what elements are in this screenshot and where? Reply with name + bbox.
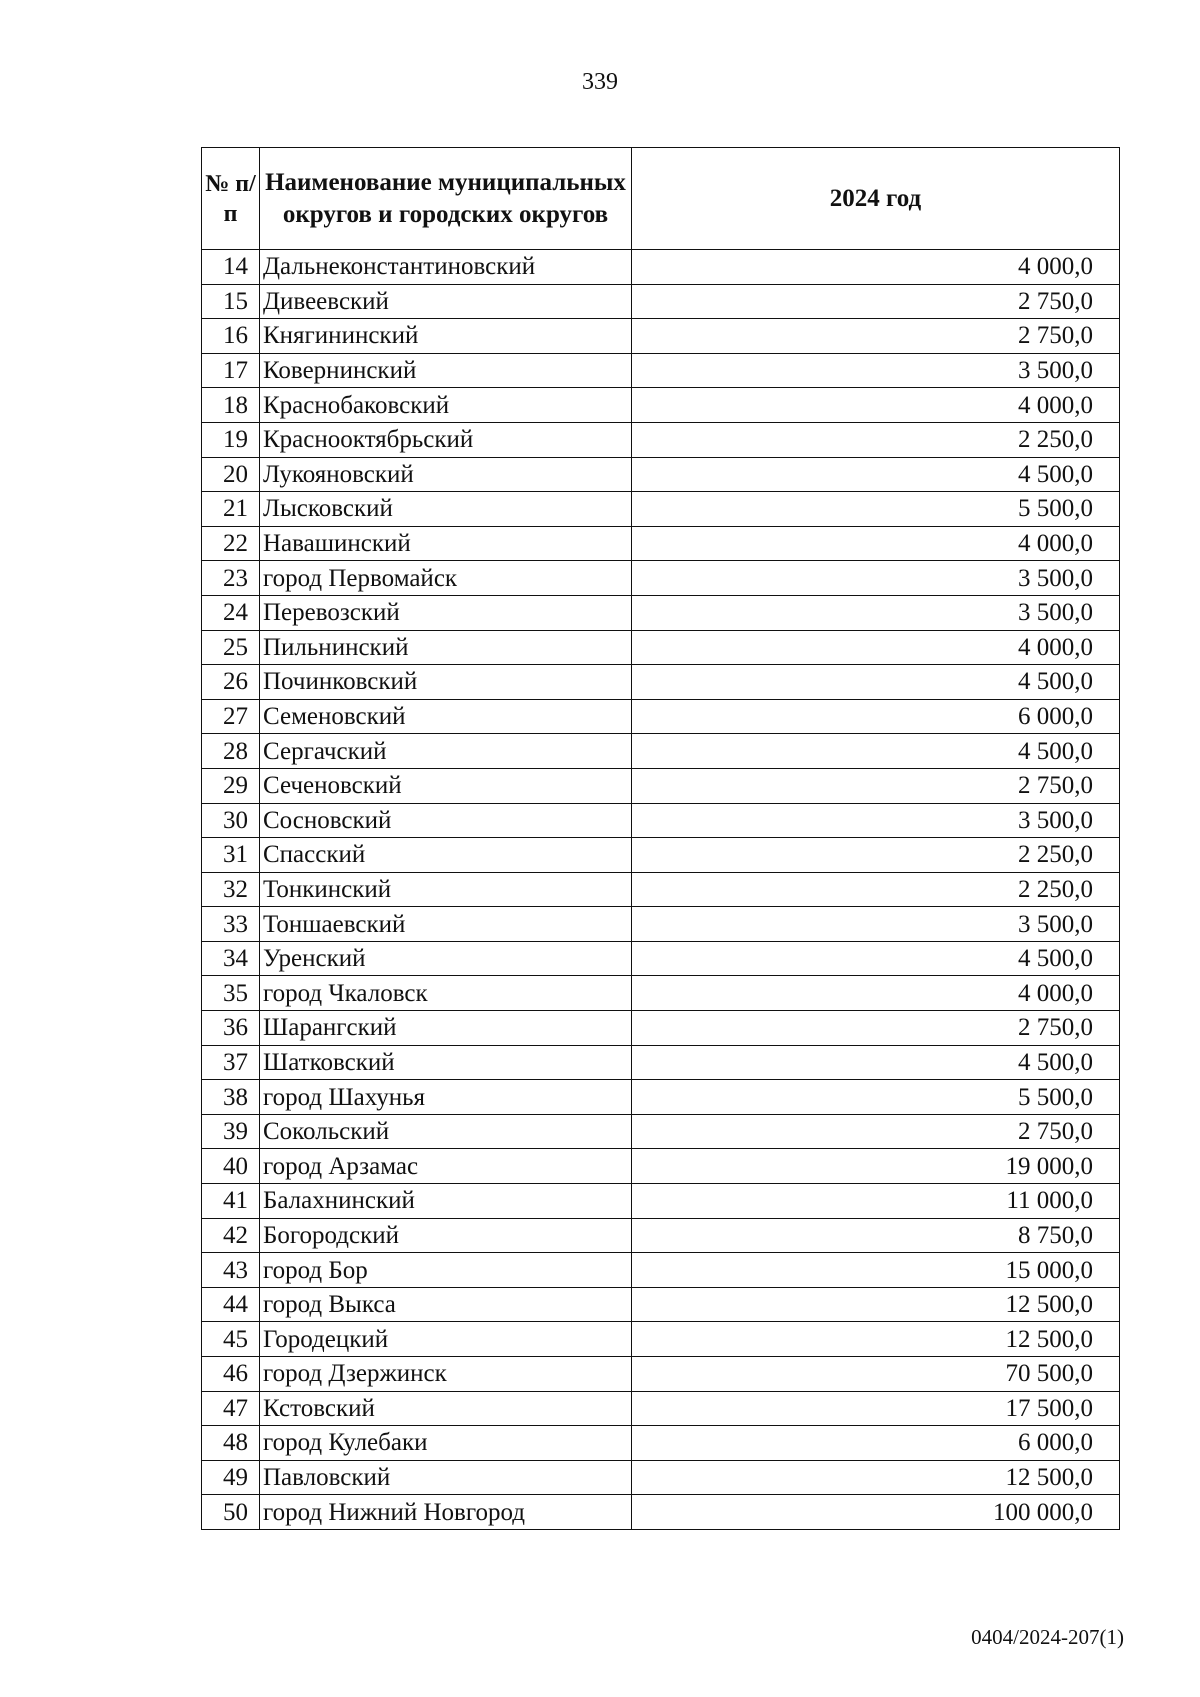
- amount-2024: 5 500,0: [632, 1080, 1120, 1115]
- amount-2024: 4 500,0: [632, 734, 1120, 769]
- row-number: 43: [202, 1253, 260, 1288]
- table-row: [202, 319, 1120, 354]
- row-number: 29: [202, 768, 260, 803]
- amount-2024: 12 500,0: [632, 1287, 1120, 1322]
- row-number: 28: [202, 734, 260, 769]
- row-number: 36: [202, 1011, 260, 1046]
- amount-2024: 4 000,0: [632, 976, 1120, 1011]
- row-number: 32: [202, 872, 260, 907]
- municipality-name: город Кулебаки: [260, 1426, 632, 1461]
- municipality-name: Пильнинский: [260, 630, 632, 665]
- table-row: [202, 665, 1120, 700]
- municipality-name: город Арзамас: [260, 1149, 632, 1184]
- municipality-name: Лукояновский: [260, 457, 632, 492]
- table-row: [202, 284, 1120, 319]
- municipality-name: Шарангский: [260, 1011, 632, 1046]
- row-number: 49: [202, 1460, 260, 1495]
- row-number: 33: [202, 907, 260, 942]
- amount-2024: 2 750,0: [632, 319, 1120, 354]
- table-row: [202, 1357, 1120, 1392]
- amount-2024: 70 500,0: [632, 1357, 1120, 1392]
- municipality-name: Павловский: [260, 1460, 632, 1495]
- amount-2024: 3 500,0: [632, 353, 1120, 388]
- amount-2024: 2 750,0: [632, 1011, 1120, 1046]
- table-row: [202, 1253, 1120, 1288]
- table-row: [202, 630, 1120, 665]
- table-row: [202, 595, 1120, 630]
- amount-2024: 2 750,0: [632, 1114, 1120, 1149]
- municipality-name: Городецкий: [260, 1322, 632, 1357]
- table-row: [202, 457, 1120, 492]
- table-row: [202, 872, 1120, 907]
- table-row: [202, 1322, 1120, 1357]
- municipality-name: Перевозский: [260, 595, 632, 630]
- municipality-name: Балахнинский: [260, 1184, 632, 1219]
- table-row: [202, 976, 1120, 1011]
- amount-2024: 5 500,0: [632, 492, 1120, 527]
- amount-2024: 11 000,0: [632, 1184, 1120, 1219]
- row-number: 45: [202, 1322, 260, 1357]
- amount-2024: 2 750,0: [632, 768, 1120, 803]
- budget-table-container: [201, 147, 1120, 1530]
- budget-table: [201, 147, 1120, 1530]
- amount-2024: 4 000,0: [632, 250, 1120, 285]
- table-row: [202, 561, 1120, 596]
- row-number: 23: [202, 561, 260, 596]
- table-row: [202, 699, 1120, 734]
- amount-2024: 100 000,0: [632, 1495, 1120, 1530]
- table-row: [202, 768, 1120, 803]
- table-row: [202, 492, 1120, 527]
- page-number: 339: [582, 69, 618, 95]
- municipality-name: Дивеевский: [260, 284, 632, 319]
- amount-2024: 4 000,0: [632, 388, 1120, 423]
- municipality-name: Княгининский: [260, 319, 632, 354]
- row-number: 26: [202, 665, 260, 700]
- row-number: 19: [202, 422, 260, 457]
- municipality-name: Краснобаковский: [260, 388, 632, 423]
- row-number: 20: [202, 457, 260, 492]
- row-number: 16: [202, 319, 260, 354]
- municipality-name: Семеновский: [260, 699, 632, 734]
- table-row: [202, 907, 1120, 942]
- row-number: 18: [202, 388, 260, 423]
- municipality-name: Кстовский: [260, 1391, 632, 1426]
- table-row: [202, 1426, 1120, 1461]
- municipality-name: город Чкаловск: [260, 976, 632, 1011]
- amount-2024: 2 250,0: [632, 872, 1120, 907]
- amount-2024: 4 500,0: [632, 941, 1120, 976]
- table-row: [202, 353, 1120, 388]
- municipality-name: Сергачский: [260, 734, 632, 769]
- municipality-name: Лысковский: [260, 492, 632, 527]
- table-row: [202, 1184, 1120, 1219]
- row-number: 17: [202, 353, 260, 388]
- table-row: [202, 838, 1120, 873]
- table-row: [202, 1080, 1120, 1115]
- municipality-name: Навашинский: [260, 526, 632, 561]
- table-row: [202, 941, 1120, 976]
- municipality-name: город Шахунья: [260, 1080, 632, 1115]
- amount-2024: 2 750,0: [632, 284, 1120, 319]
- municipality-name: Шатковский: [260, 1045, 632, 1080]
- municipality-name: Починковский: [260, 665, 632, 700]
- row-number: 48: [202, 1426, 260, 1461]
- amount-2024: 4 500,0: [632, 457, 1120, 492]
- header-row: [202, 148, 1120, 250]
- row-number: 42: [202, 1218, 260, 1253]
- amount-2024: 3 500,0: [632, 595, 1120, 630]
- amount-2024: 2 250,0: [632, 422, 1120, 457]
- row-number: 15: [202, 284, 260, 319]
- row-number: 35: [202, 976, 260, 1011]
- table-row: [202, 1011, 1120, 1046]
- municipality-name: Уренский: [260, 941, 632, 976]
- row-number: 24: [202, 595, 260, 630]
- amount-2024: 6 000,0: [632, 1426, 1120, 1461]
- municipality-name: Краснооктябрьский: [260, 422, 632, 457]
- table-row: [202, 250, 1120, 285]
- amount-2024: 4 000,0: [632, 526, 1120, 561]
- table-row: [202, 1391, 1120, 1426]
- table-row: [202, 388, 1120, 423]
- municipality-name: город Выкса: [260, 1287, 632, 1322]
- amount-2024: 15 000,0: [632, 1253, 1120, 1288]
- amount-2024: 3 500,0: [632, 803, 1120, 838]
- table-row: [202, 1287, 1120, 1322]
- row-number: 38: [202, 1080, 260, 1115]
- municipality-name: Сосновский: [260, 803, 632, 838]
- row-number: 50: [202, 1495, 260, 1530]
- row-number: 22: [202, 526, 260, 561]
- row-number: 47: [202, 1391, 260, 1426]
- table-header: [202, 148, 1120, 250]
- municipality-name: Сокольский: [260, 1114, 632, 1149]
- table-row: [202, 1495, 1120, 1530]
- municipality-name: город Бор: [260, 1253, 632, 1288]
- amount-2024: 6 000,0: [632, 699, 1120, 734]
- row-number: 21: [202, 492, 260, 527]
- header-year: 2024 год: [632, 148, 1120, 250]
- amount-2024: 2 250,0: [632, 838, 1120, 873]
- municipality-name: Богородский: [260, 1218, 632, 1253]
- row-number: 25: [202, 630, 260, 665]
- document-code: 0404/2024-207(1): [971, 1625, 1124, 1649]
- row-number: 40: [202, 1149, 260, 1184]
- amount-2024: 4 500,0: [632, 1045, 1120, 1080]
- table-row: [202, 734, 1120, 769]
- municipality-name: Тонкинский: [260, 872, 632, 907]
- amount-2024: 8 750,0: [632, 1218, 1120, 1253]
- row-number: 37: [202, 1045, 260, 1080]
- row-number: 44: [202, 1287, 260, 1322]
- table-body: [202, 250, 1120, 1530]
- header-name: Наименование муниципальных округов и городских округов: [260, 148, 632, 250]
- row-number: 14: [202, 250, 260, 285]
- row-number: 46: [202, 1357, 260, 1392]
- amount-2024: 4 000,0: [632, 630, 1120, 665]
- table-row: [202, 1045, 1120, 1080]
- municipality-name: город Первомайск: [260, 561, 632, 596]
- table-row: [202, 803, 1120, 838]
- table-row: [202, 1149, 1120, 1184]
- row-number: 34: [202, 941, 260, 976]
- amount-2024: 12 500,0: [632, 1322, 1120, 1357]
- municipality-name: Спасский: [260, 838, 632, 873]
- table-row: [202, 526, 1120, 561]
- row-number: 39: [202, 1114, 260, 1149]
- header-number: № п/п: [202, 148, 260, 250]
- amount-2024: 3 500,0: [632, 907, 1120, 942]
- table-row: [202, 1218, 1120, 1253]
- municipality-name: город Нижний Новгород: [260, 1495, 632, 1530]
- municipality-name: Дальнеконстантиновский: [260, 250, 632, 285]
- amount-2024: 12 500,0: [632, 1460, 1120, 1495]
- amount-2024: 17 500,0: [632, 1391, 1120, 1426]
- municipality-name: Тоншаевский: [260, 907, 632, 942]
- municipality-name: Сеченовский: [260, 768, 632, 803]
- municipality-name: Ковернинский: [260, 353, 632, 388]
- row-number: 41: [202, 1184, 260, 1219]
- table-row: [202, 1114, 1120, 1149]
- row-number: 27: [202, 699, 260, 734]
- municipality-name: город Дзержинск: [260, 1357, 632, 1392]
- table-row: [202, 422, 1120, 457]
- table-row: [202, 1460, 1120, 1495]
- amount-2024: 19 000,0: [632, 1149, 1120, 1184]
- row-number: 30: [202, 803, 260, 838]
- row-number: 31: [202, 838, 260, 873]
- amount-2024: 4 500,0: [632, 665, 1120, 700]
- amount-2024: 3 500,0: [632, 561, 1120, 596]
